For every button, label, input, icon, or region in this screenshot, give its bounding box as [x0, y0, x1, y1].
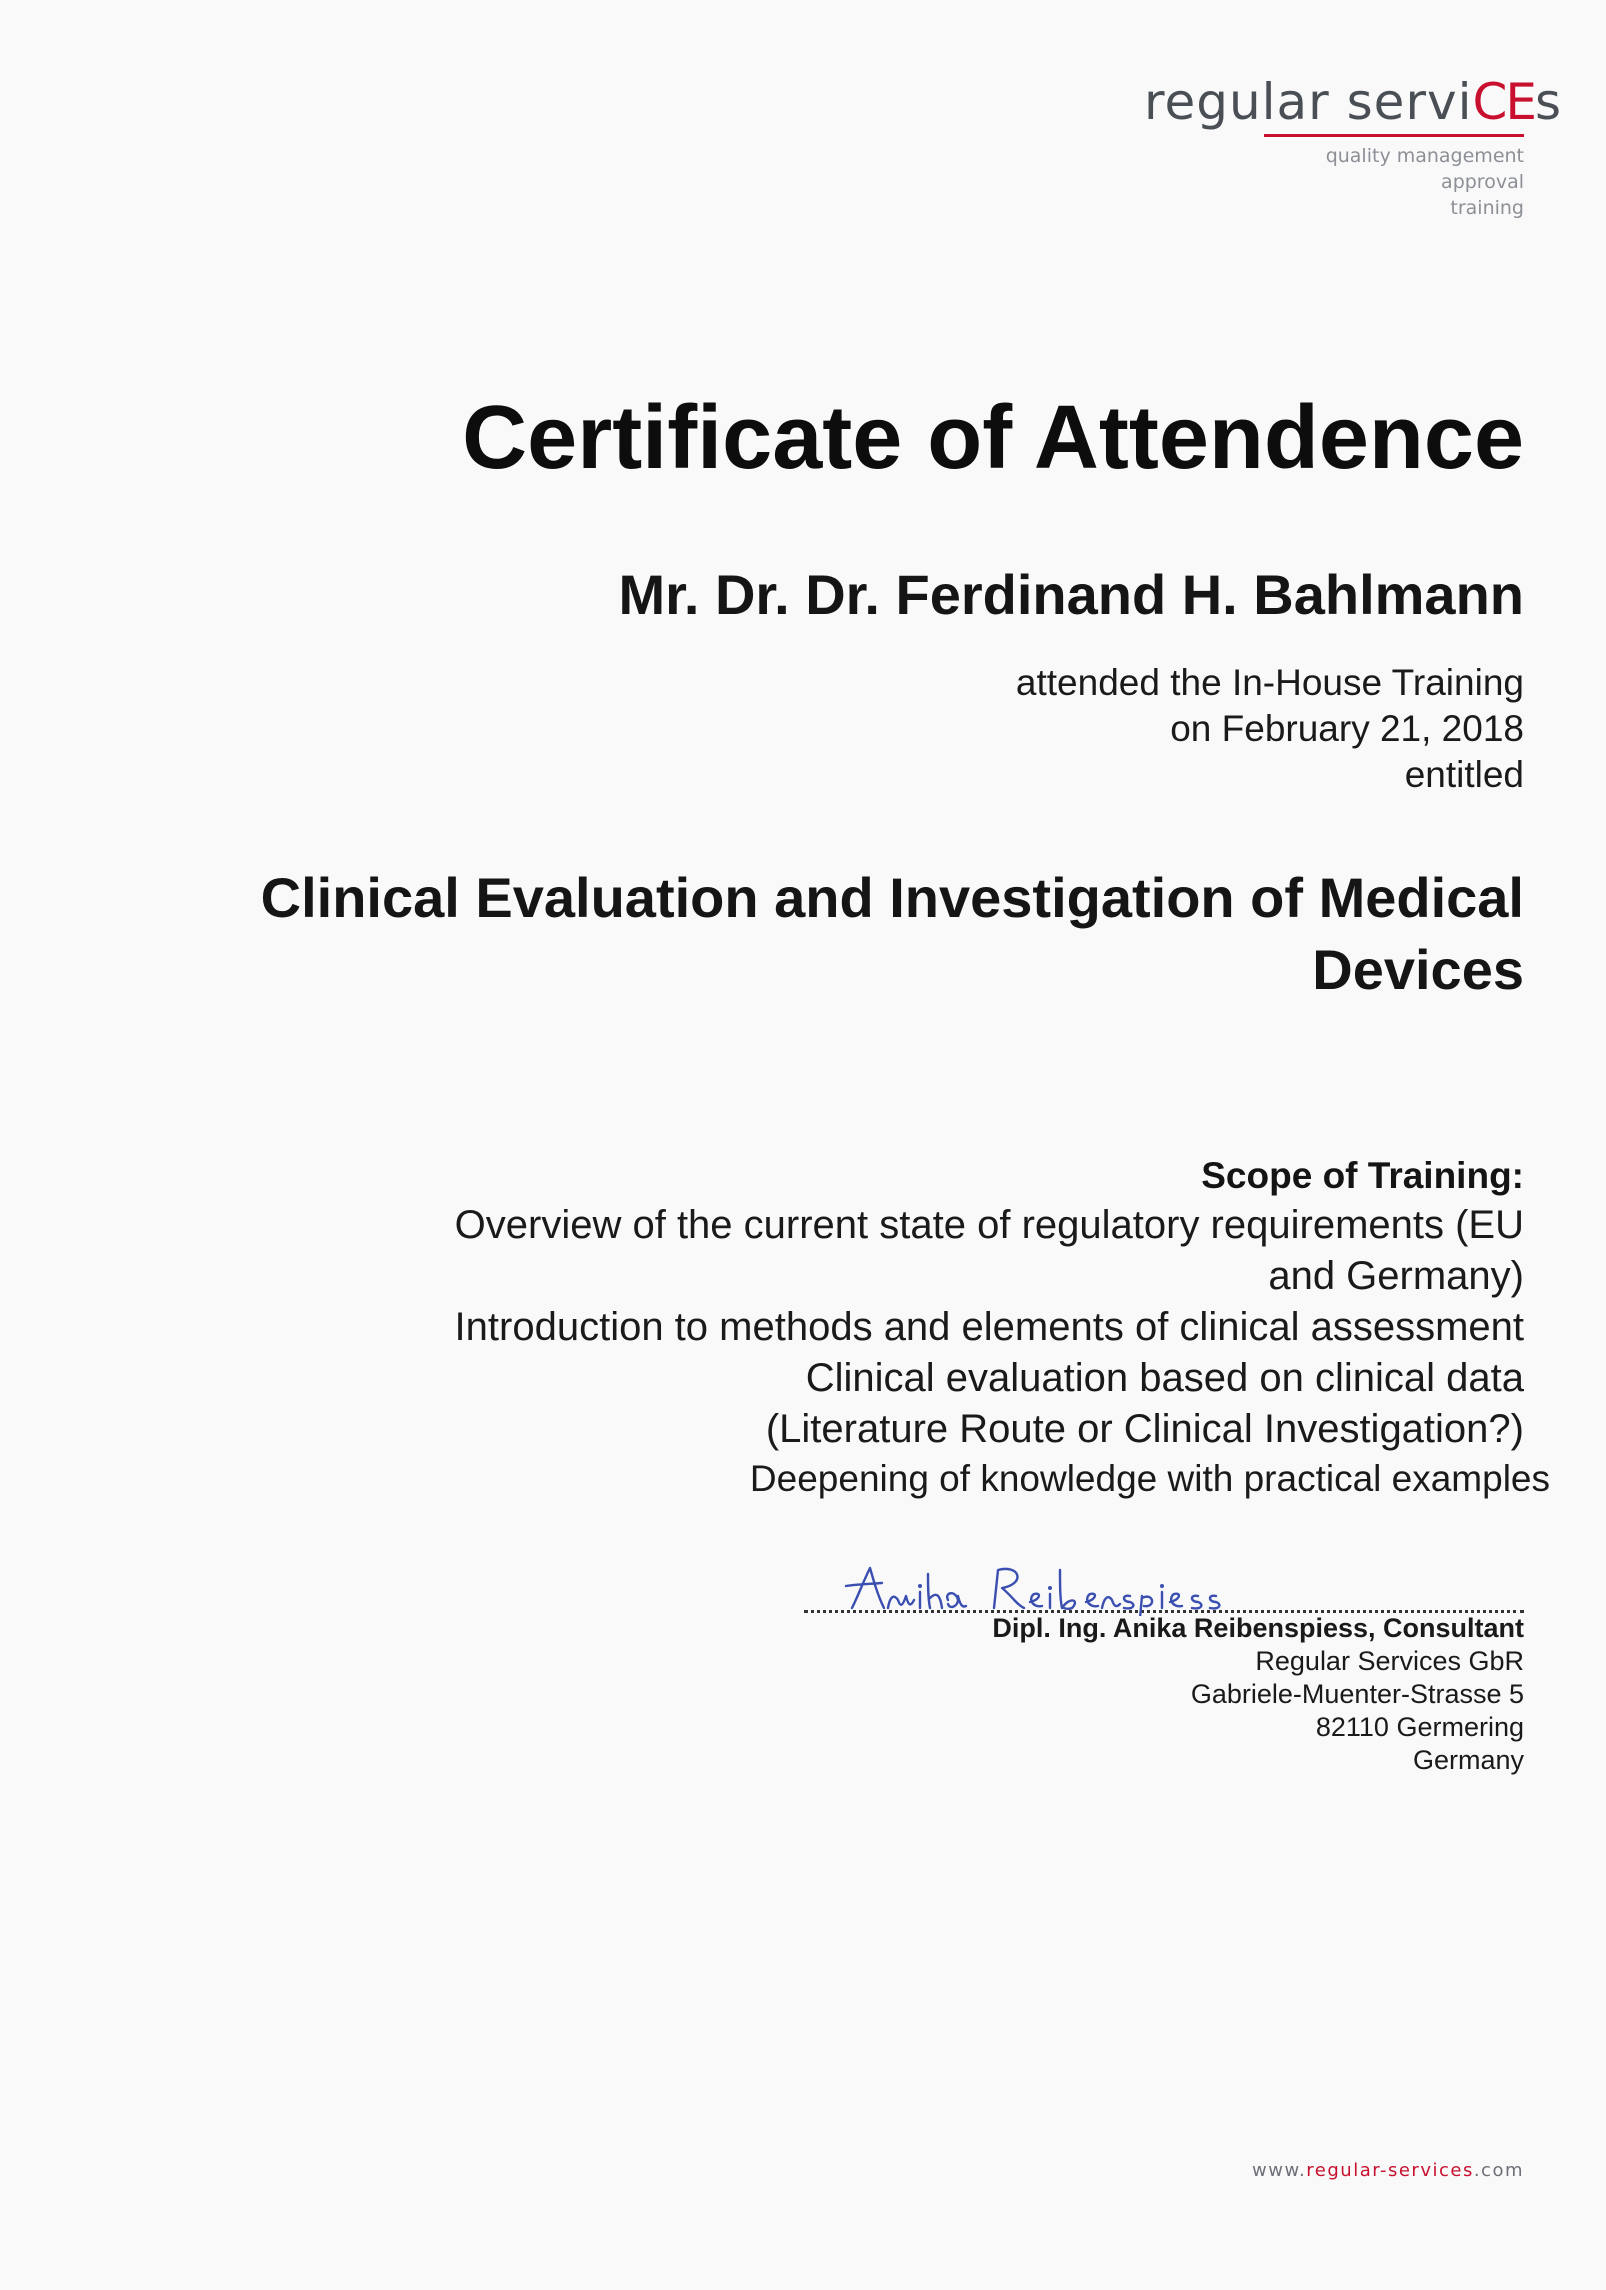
logo-tagline-2: approval: [1441, 171, 1524, 193]
scope-list: [104, 1200, 1524, 1455]
certificate-title: Certificate of Attendence: [462, 388, 1524, 488]
logo-tagline-1: quality management: [1325, 145, 1524, 167]
scope-item: Introduction to methods and elements of clinical assessment: [454, 1305, 1524, 1349]
attendance-line-2: on February 21, 2018: [1170, 708, 1524, 749]
signatory-company: Regular Services GbR: [1255, 1646, 1524, 1676]
logo-tagline-3: training: [1450, 197, 1524, 219]
scope-item: Deepening of knowledge with practical examples: [749, 1458, 1550, 1499]
attendance-line-1: attended the In-House Training: [1015, 662, 1524, 703]
attendance-line-3: entitled: [1404, 754, 1524, 795]
signatory-name: Dipl. Ing. Anika Reibenspiess, Consultant: [992, 1613, 1524, 1643]
recipient-name: Mr. Dr. Dr. Ferdinand H. Bahlmann: [618, 563, 1524, 626]
scope-heading: Scope of Training:: [1201, 1155, 1524, 1196]
scope-item: Overview of the current state of regulatory requirements (EU and Germany): [454, 1203, 1524, 1298]
course-title: Clinical Evaluation and Investigation of Medical Devices: [260, 866, 1524, 1001]
handwritten-signature: [844, 1556, 1324, 1616]
signatory-country: Germany: [1412, 1745, 1524, 1775]
footer-url-suffix: .com: [1473, 2160, 1524, 2181]
signatory-street: Gabriele-Muenter-Strasse 5: [1190, 1679, 1524, 1709]
logo-wordmark: [1144, 73, 1563, 131]
signatory-city: 82110 Germering: [1315, 1712, 1524, 1742]
logo-underline: [1264, 134, 1524, 137]
signature-line: [804, 1560, 1524, 1613]
scope-item: Clinical evaluation based on clinical data (Literature Route or Clinical Investigation?): [765, 1356, 1524, 1451]
signatory-block: [992, 1612, 1524, 1777]
logo-word-end: s: [1535, 73, 1563, 131]
company-logo: [1144, 73, 1563, 221]
footer-url-domain: regular-services: [1306, 2160, 1474, 2181]
logo-word-main: regular servi: [1144, 73, 1473, 131]
attendance-statement: [1016, 660, 1524, 798]
footer-website: [1252, 2160, 1524, 2181]
footer-url-prefix: www.: [1252, 2160, 1307, 2181]
logo-ce-mark: CE: [1472, 73, 1535, 131]
